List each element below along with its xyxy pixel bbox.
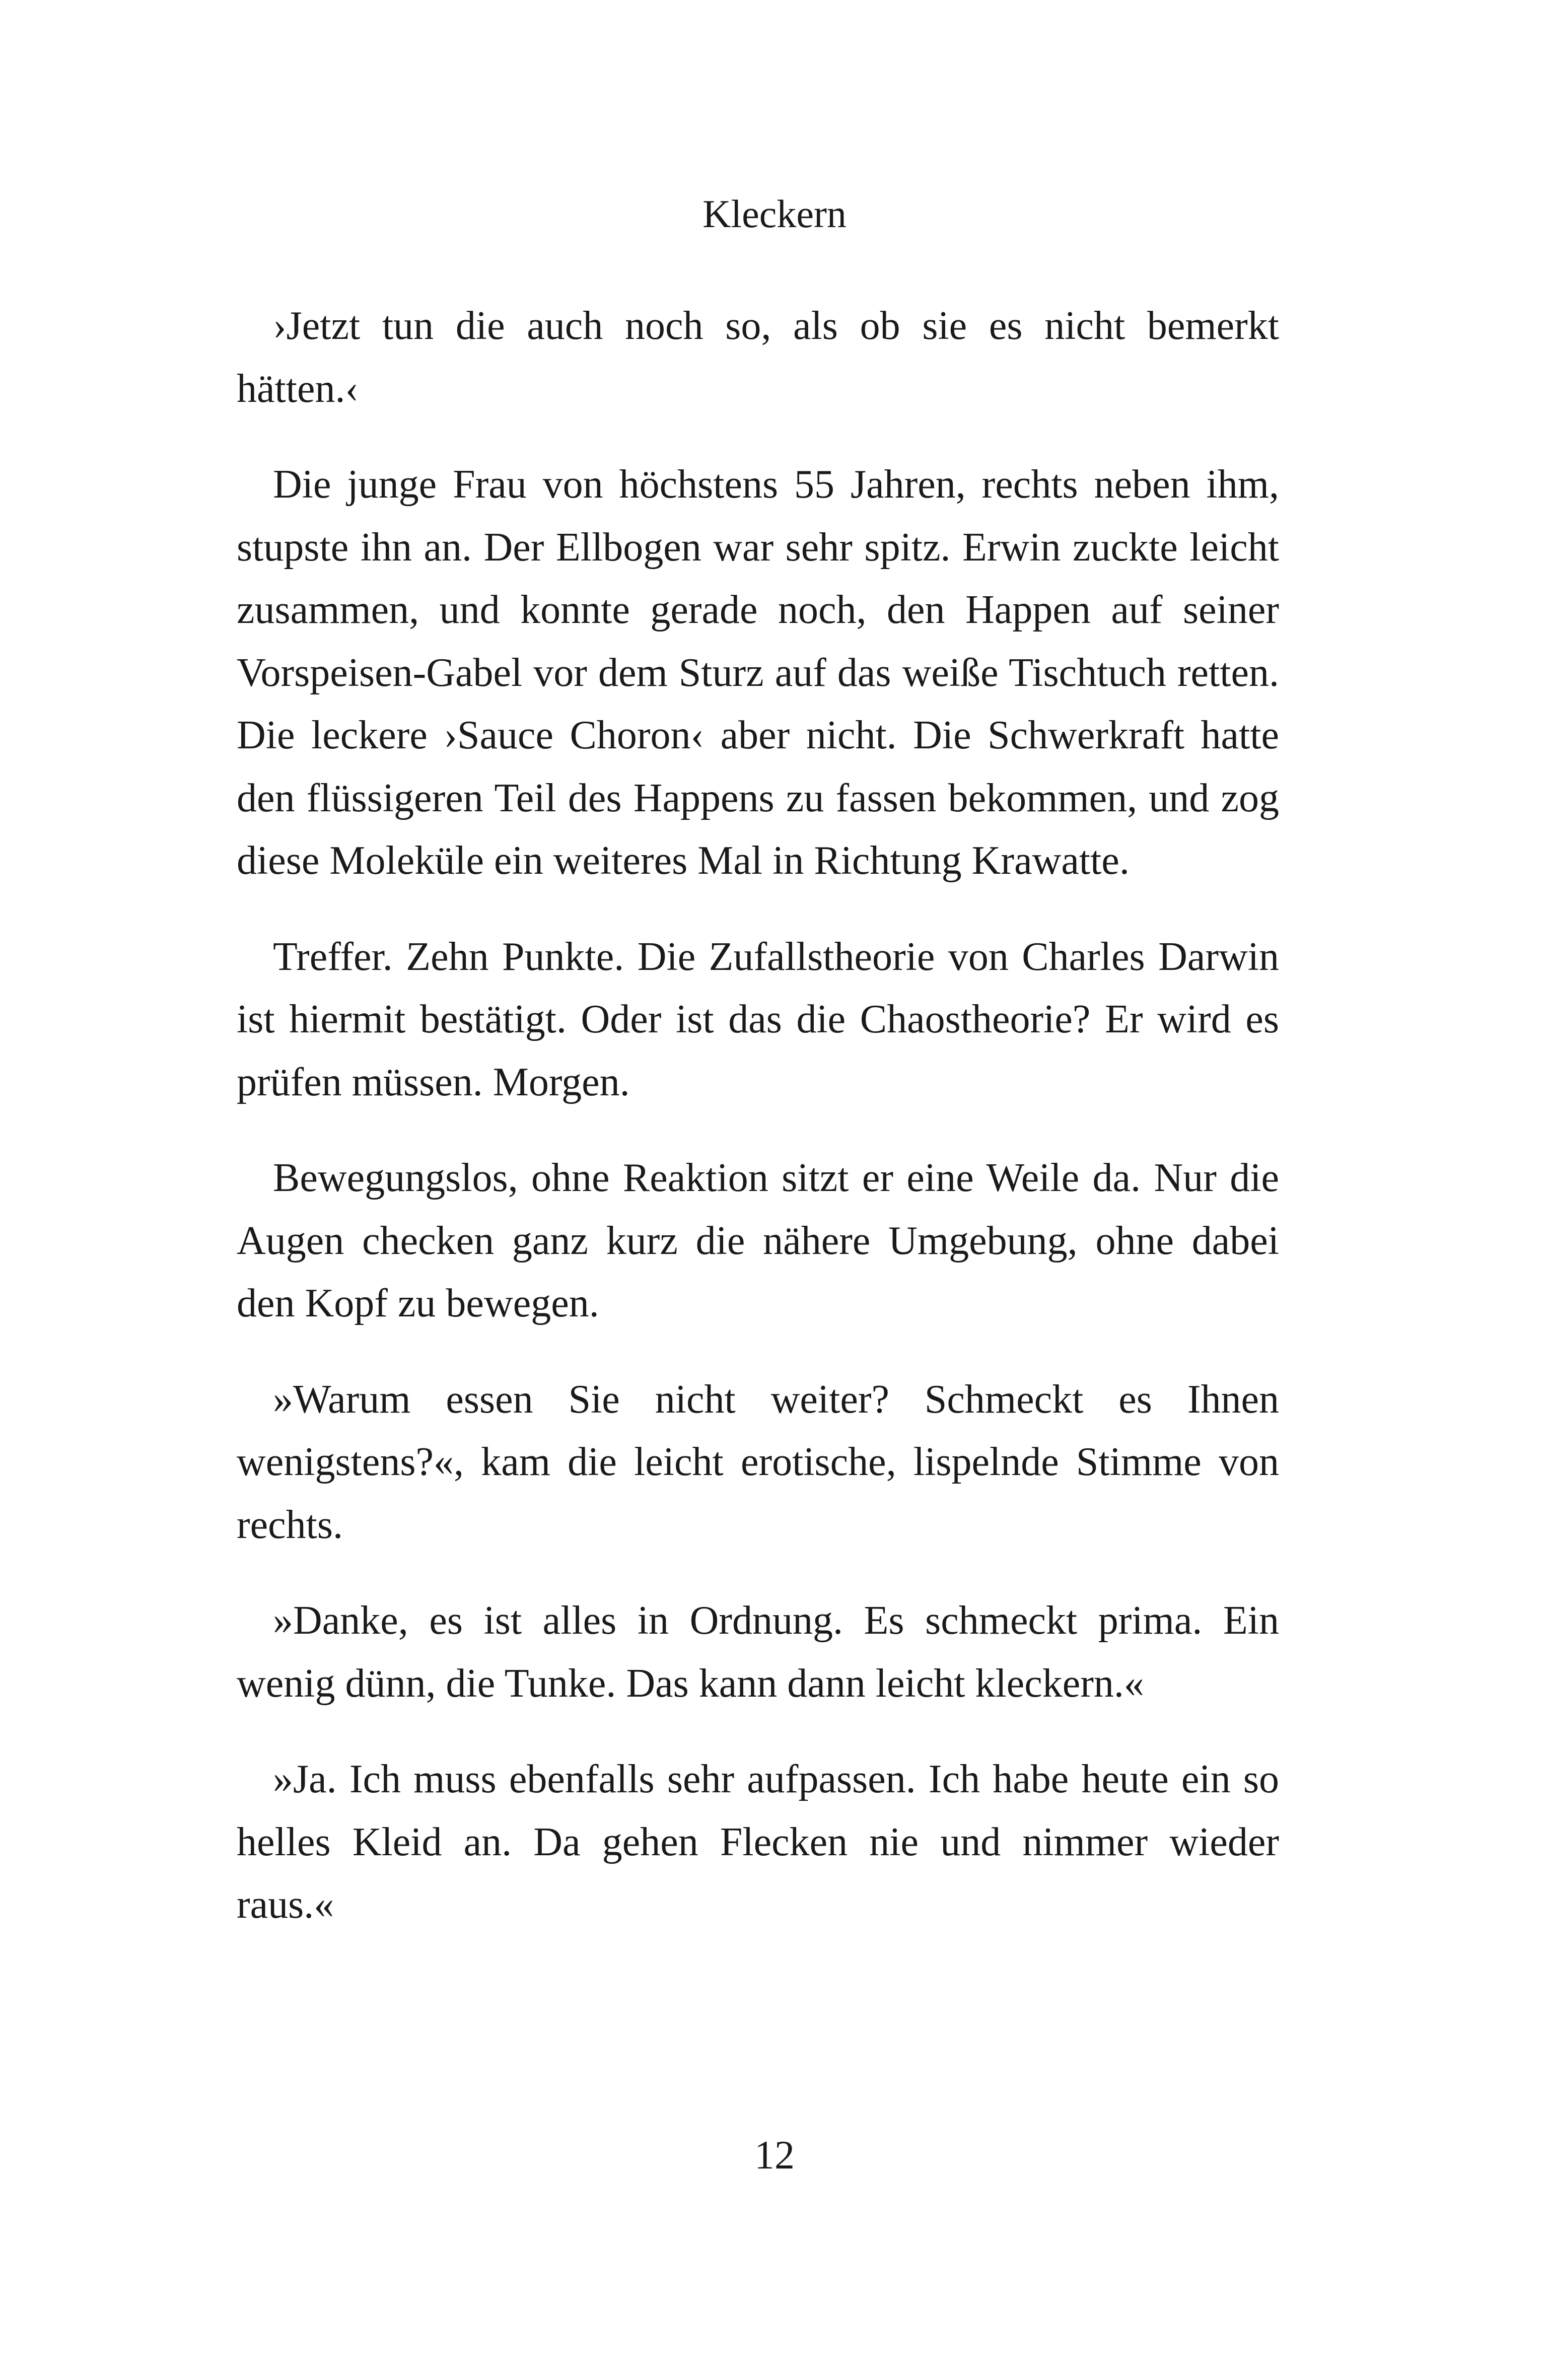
running-header: Kleckern	[702, 192, 847, 236]
paragraph: ›Jetzt tun die auch noch so, als ob sie es nicht bemerkt hätten.‹	[237, 304, 1279, 411]
paragraph: »Ja. Ich muss ebenfalls sehr aufpassen. Ich habe heute ein so helles Kleid an. Da gehen Flecken nie und nimmer wieder raus.«	[237, 1757, 1279, 1927]
page-number: 12	[754, 2133, 795, 2178]
paragraph: »Danke, es ist alles in Ordnung. Es schmeckt prima. Ein wenig dünn, die Tunke. Das kann dann leicht kleckern.«	[237, 1598, 1279, 1706]
body-text	[237, 295, 1279, 1970]
paragraph: Bewegungslos, ohne Reaktion sitzt er eine Weile da. Nur die Augen checken ganz kurz die nähere Umgebung, ohne dabei den Kopf zu bewegen.	[237, 1156, 1279, 1325]
paragraph: Die junge Frau von höchstens 55 Jahren, rechts neben ihm, stupste ihn an. Der Ellbogen war sehr spitz. Erwin zuckte leicht zusammen, und konnte gerade noch, den Happen auf seiner Vorspeisen-Gabel vor dem Sturz auf das weiße Tischtuch retten. Die leckere ›Sauce Choron‹ aber nicht. Die Schwerkraft hatte den flüssigeren Teil des Happens zu fassen bekommen, und zog diese Moleküle ein weiteres Mal in Richtung Krawatte.	[237, 462, 1279, 883]
paragraph: Treffer. Zehn Punkte. Die Zufallstheorie von Charles Darwin ist hiermit bestätigt. Oder ist das die Chaostheorie? Er wird es prüfen müssen. Morgen.	[237, 934, 1279, 1104]
paragraph: »Warum essen Sie nicht weiter? Schmeckt es Ihnen wenigstens?«, kam die leicht erotische, lispelnde Stimme von rechts.	[237, 1377, 1279, 1547]
